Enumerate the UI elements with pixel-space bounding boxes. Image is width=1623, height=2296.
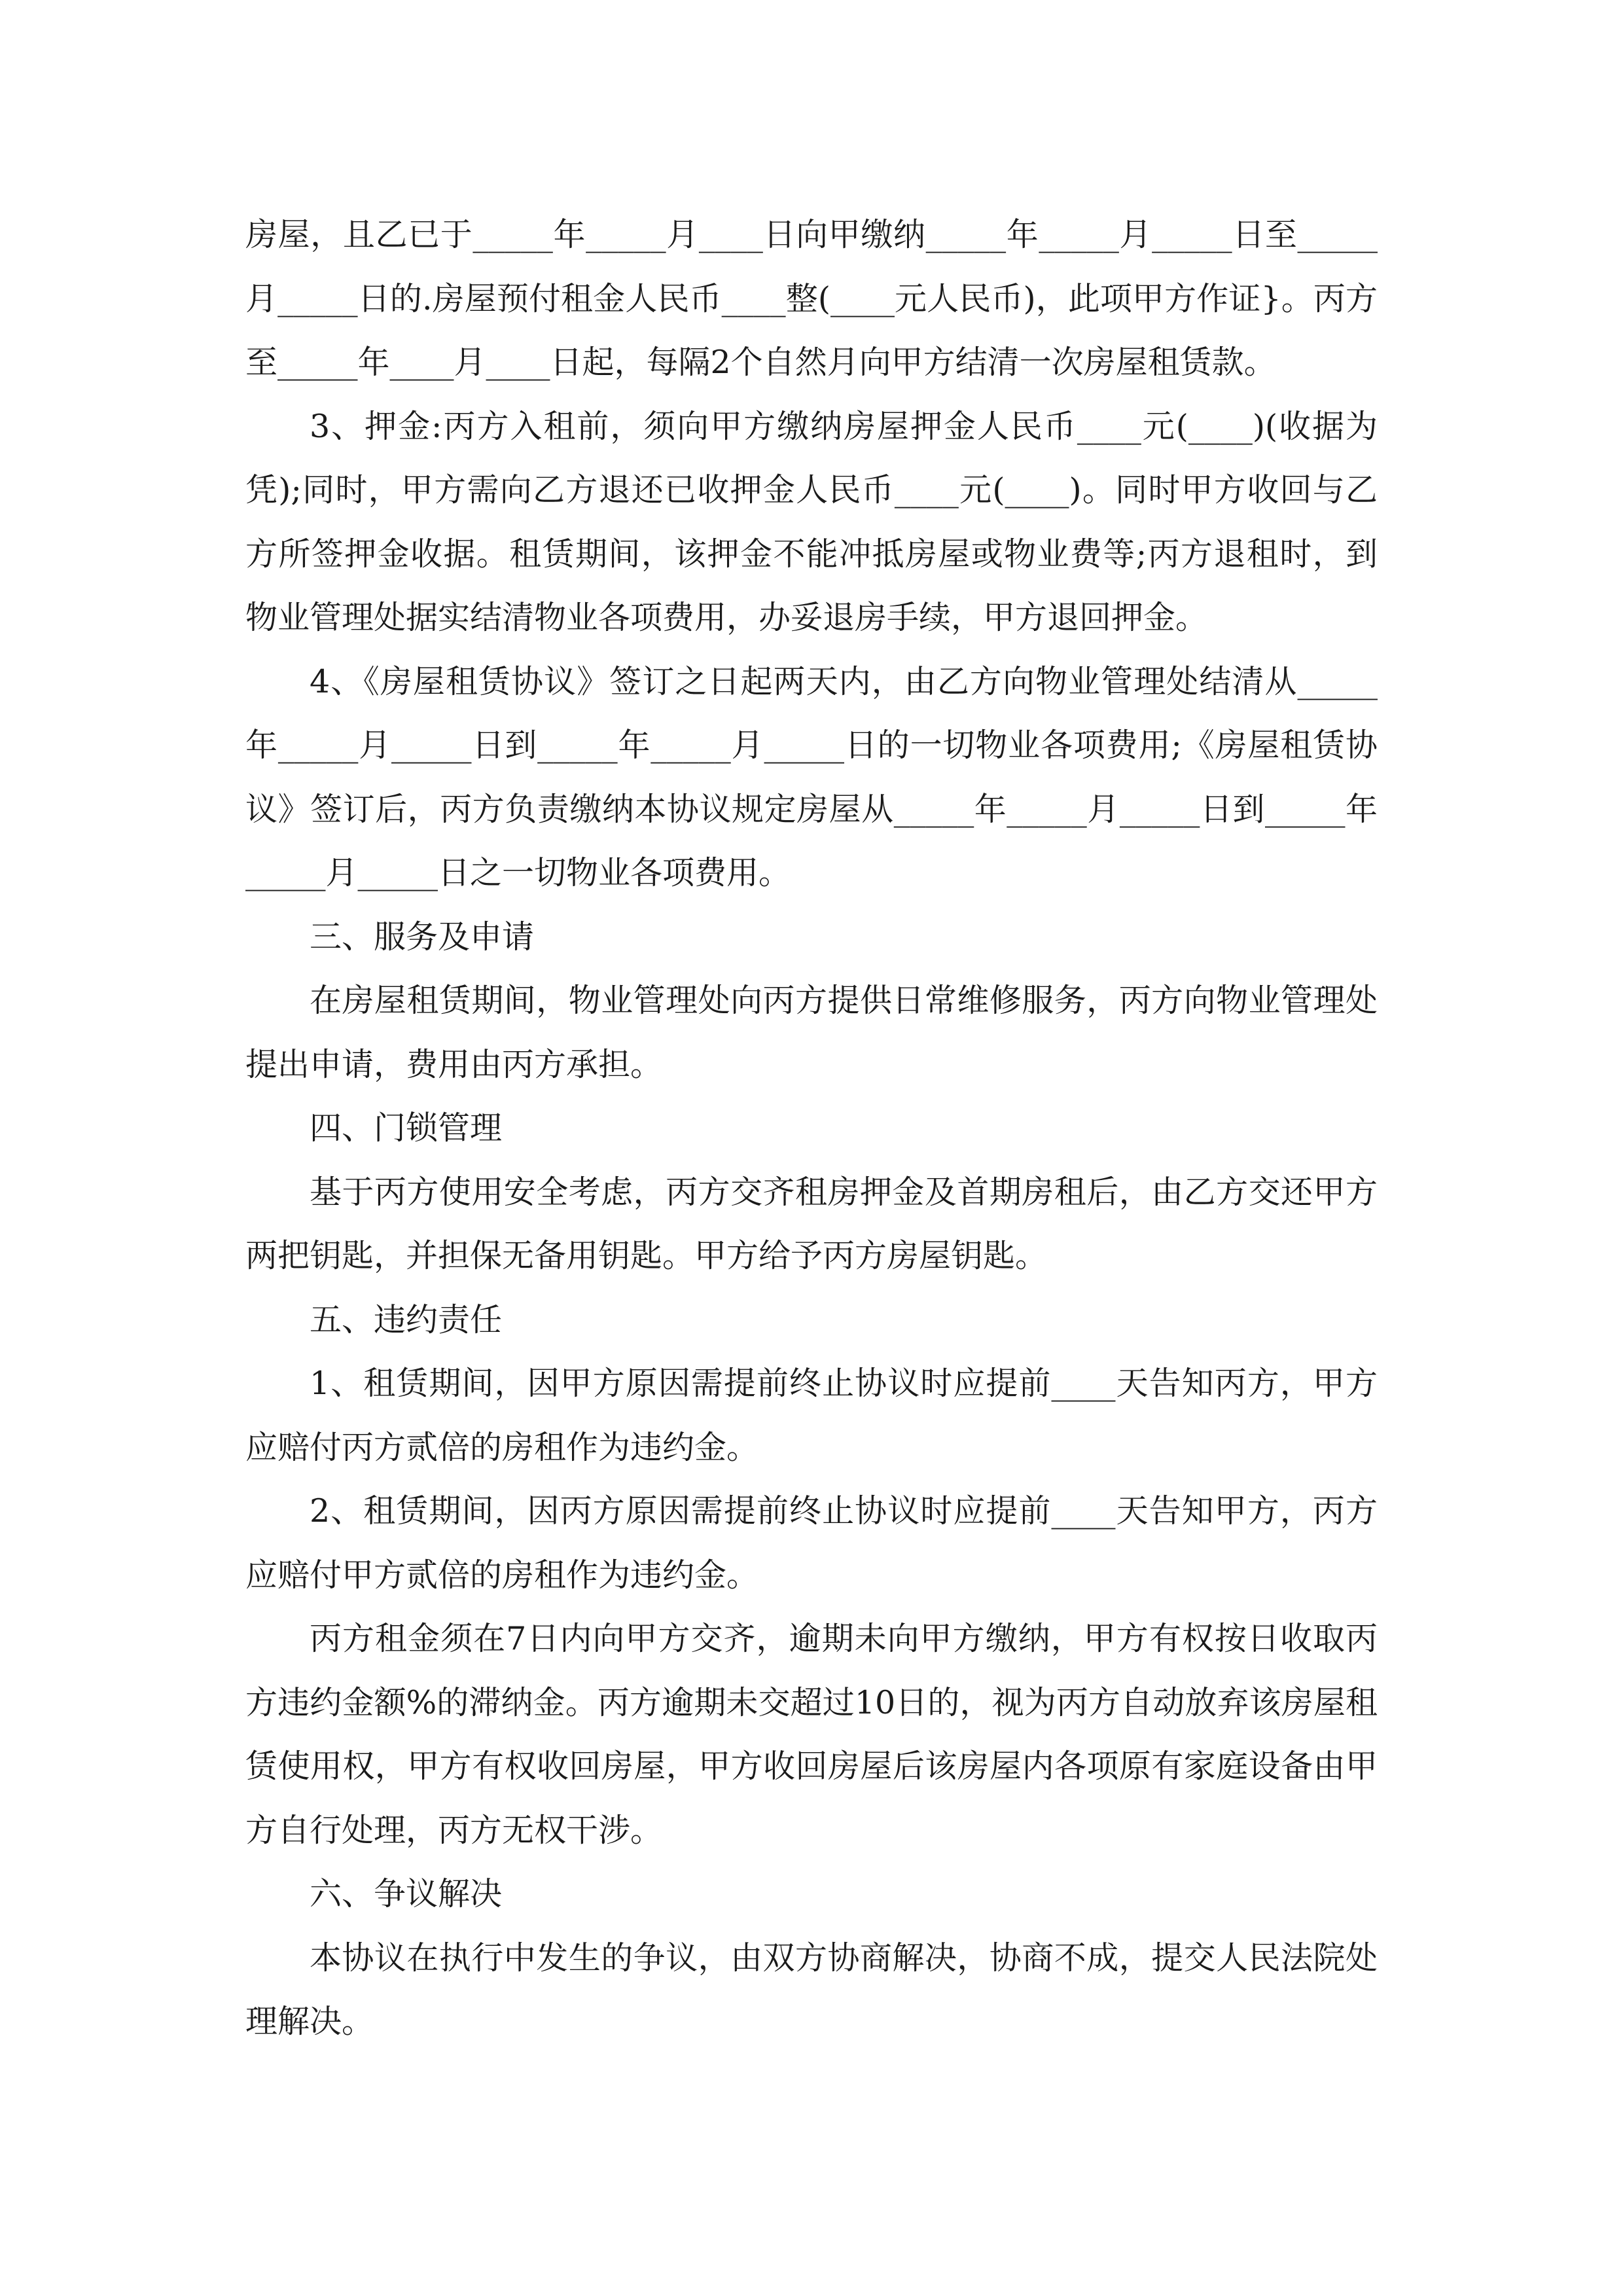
- section-heading-service: 三、服务及申请: [310, 918, 535, 956]
- document-page: [245, 203, 1378, 2054]
- section-heading-locks: 四、门锁管理: [310, 1109, 503, 1147]
- paragraph-dispute: 本协议在执行中发生的争议，由双方协商解决，协商不成，提交人民法院处理解决。: [245, 1939, 1378, 2040]
- paragraph-late-payment: 丙方租金须在7日内向甲方交齐，逾期未向甲方缴纳，甲方有权按日收取丙方违约金额%的滞纳金。丙方逾期未交超过10日的，视为丙方自动放弃该房屋租赁使用权，甲方有权收回房屋，甲方收回房屋后该房屋内各项原有家庭设备由甲方自行处理，丙方无权干涉。: [245, 1620, 1378, 1849]
- paragraph-property-fees: 4、《房屋租赁协议》签订之日起两天内，由乙方向物业管理处结清从_____年_____月_____日到_____年_____月_____日的一切物业各项费用;《房屋租赁协议》签订后，丙方负责缴纳本协议规定房屋从_____年_____月_____日到_____年_____月_____日之一切物业各项费用。: [245, 662, 1378, 891]
- paragraph-service: 在房屋租赁期间，物业管理处向丙方提供日常维修服务，丙方向物业管理处提出申请，费用由丙方承担。: [245, 982, 1378, 1083]
- section-heading-dispute: 六、争议解决: [310, 1875, 503, 1912]
- paragraph-breach-party-c: 2、租赁期间，因丙方原因需提前终止协议时应提前____天告知甲方，丙方应赔付甲方贰倍的房租作为违约金。: [245, 1492, 1378, 1594]
- paragraph-deposit: 3、押金:丙方入租前，须向甲方缴纳房屋押金人民币____元(____)(收据为凭);同时，甲方需向乙方退还已收押金人民币____元(____)。同时甲方收回与乙方所签押金收据。租赁期间，该押金不能冲抵房屋或物业费等;丙方退租时，到物业管理处据实结清物业各项费用，办妥退房手续，甲方退回押金。: [245, 407, 1378, 636]
- section-heading-breach: 五、违约责任: [310, 1300, 503, 1338]
- paragraph-locks: 基于丙方使用安全考虑，丙方交齐租房押金及首期房租后，由乙方交还甲方两把钥匙，并担保无备用钥匙。甲方给予丙方房屋钥匙。: [245, 1173, 1378, 1274]
- paragraph-rent-prepayment: 房屋，且乙已于_____年_____月____日向甲缴纳_____年_____月_____日至_____月_____日的.房屋预付租金人民币____整(____元人民币)，此项甲方作证}。丙方至_____年____月____日起，每隔2个自然月向甲方结清一次房屋租赁款。: [245, 216, 1378, 381]
- paragraph-breach-party-a: 1、租赁期间，因甲方原因需提前终止协议时应提前____天告知丙方，甲方应赔付丙方贰倍的房租作为违约金。: [245, 1365, 1378, 1466]
